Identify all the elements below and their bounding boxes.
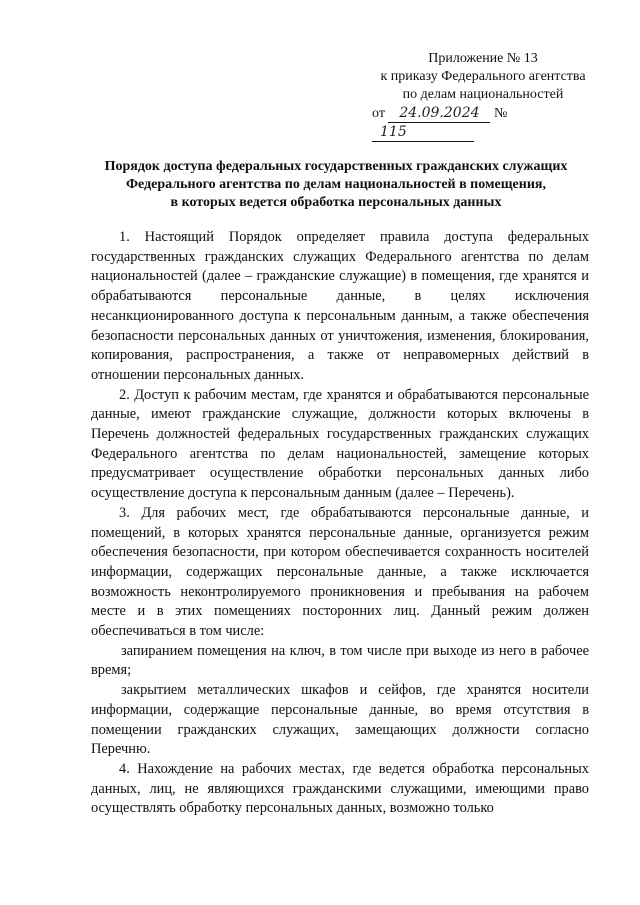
paragraph-4: 4. Нахождение на рабочих местах, где ведется обработка персональных данных, лиц, не являющихся гражданскими служащими, имеющими право осуществлять обработку персональных данных, возможно только — [91, 760, 589, 817]
handwritten-date: 24.09.2024 — [388, 104, 490, 123]
agency-name: по делам национальностей — [402, 87, 564, 102]
handwritten-number: 115 — [372, 123, 474, 142]
document-title — [85, 158, 587, 212]
order-reference: к приказу Федерального агентства — [380, 69, 586, 84]
paragraph-3-item-1: запиранием помещения на ключ, в том числе при выходе из него в рабочее время; — [91, 642, 589, 679]
paragraph-2: 2. Доступ к рабочим местам, где хранятся и обрабатываются персональные данные, имеют гражданские служащие, должности которых включены в Перечень должностей федеральных государственных гражданских служащих Федерального агентства по делам национальностей, замещение которых предусматривает осуществление обработки персональных данных либо осуществление доступа к персональным данным (далее – Перечень). — [91, 386, 589, 502]
appendix-number: Приложение № 13 — [428, 51, 538, 66]
document-body — [91, 228, 589, 819]
paragraph-1: 1. Настоящий Порядок определяет правила доступа федеральных государственных гражданских служащих Федерального агентства по делам национальностей (далее – гражданские служащие) в помещения, где хранятся и обрабатываются персональные данные, в целях исключения несанкционированного доступа к персональным данным, а также обеспечения безопасности персональных данных от уничтожения, изменения, блокирования, копирования, распространения, а также от неправомерных действий в отношении персональных данных. — [91, 229, 589, 383]
paragraph-3-item-2: закрытием металлических шкафов и сейфов, где хранятся носители информации, содержащие персональные данные, во время отсутствия в помещении гражданских служащих, замещающих должности согласно Перечню. — [91, 682, 589, 758]
title-line-2: Федерального агентства по делам национальностей в помещения, — [126, 177, 546, 192]
paragraph-3: 3. Для рабочих мест, где обрабатываются персональные данные, и помещений, в которых хранятся персональные данные, организуется режим обеспечения безопасности, при котором обеспечивается сохранность носителей информации, содержащих персональные данные, а также исключается возможность неконтролируемого проникновения и пребывания на рабочем месте и в этих помещениях посторонних лиц. Данный режим должен обеспечиваться в том числе: — [91, 504, 589, 640]
number-label: № — [493, 106, 508, 121]
appendix-header — [368, 50, 598, 142]
order-date-number — [368, 104, 598, 142]
from-label: от — [372, 106, 385, 121]
title-line-1: Порядок доступа федеральных государственных гражданских служащих — [104, 159, 568, 174]
title-line-3: в которых ведется обработка персональных данных — [170, 195, 502, 210]
